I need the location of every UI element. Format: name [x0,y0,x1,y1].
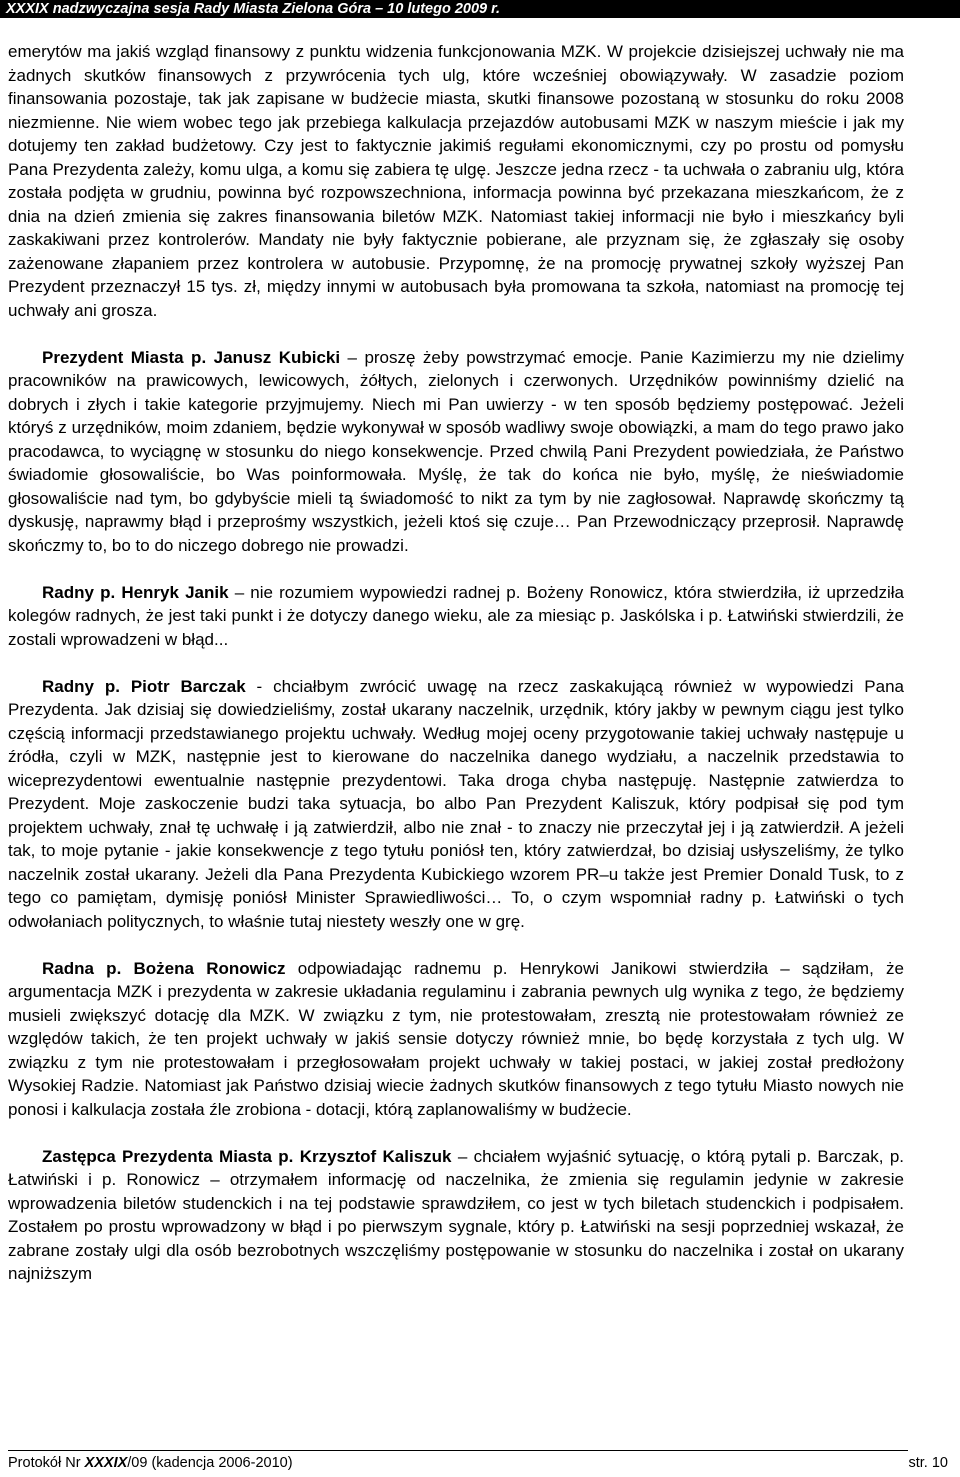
paragraph-text: odpowiadając radnemu p. Henrykowi Janikowi stwierdziła – sądziłam, że argumentacja MZK i prezydenta w zakresie układania regulaminu i zabrania pewnych ulg wynika z tego, że będziemy musieli zwiększyć dotację dla MZK. W związku z tym, nie protestowałam, zresztą nie protestowałam również ze względów takich, że ten projekt uchwały w jakiś sensie dotyczy również mnie, bo będę korzystała z tych ulg. W związku z tym nie protestowałam i przegłosowałam projekt uchwały w takiej postaci, w jakiej został predłożony Wysokiej Radzie. Natomiast jak Państwo dzisiaj wiecie żadnych skutków finansowych z tego tytułu Miasto nowych nie ponosi i kalkulacja została źle zrobiona - dotacji, którą zaplanowaliśmy w budżecie. [8,958,904,1119]
header-title: XXXIX nadzwyczajna sesja Rady Miasta Zielona Góra – 10 lutego 2009 r. [6,1,501,17]
document-body [8,40,904,1309]
footer-protocol-label: Protokół Nr XXXIX/09 (kadencja 2006-2010) [8,1455,293,1471]
running-header [0,0,960,18]
paragraph-barczak [8,675,904,934]
page-footer [8,1450,948,1473]
paragraph-kubicki [8,346,904,558]
speaker-name: Radna p. Bożena Ronowicz [42,958,286,978]
paragraph-text: – chciałem wyjaśnić sytuację, o którą pytali p. Barczak, p. Łatwiński i p. Ronowicz – otrzymałem informację od naczelnika, że zmienia się regulamin jedynie w zakresie wprowadzenia biletów studenckich i na tej podstawie sprawdziłem, co jest w tych biletach studenckich i podpisałem. Zostałem po prostu wprowadzony w błąd i po pierwszym sygnale, który p. Łatwiński na sesji poprzedniej wskazał, że zabrane zostały ulgi dla osób bezrobotnych wszczęliśmy postępowanie w stosunku do naczelnika i został on ukarany najniższym [8,1146,904,1283]
speaker-name: Prezydent Miasta p. Janusz Kubicki [42,347,341,367]
paragraph-text: – nie rozumiem wypowiedzi radnej p. Bożeny Ronowicz, która stwierdziła, iż uprzedziła kolegów radnych, że jest taki punkt i że dotyczy danego wieku, ale za miesiąc p. Jaskólska i p. Łatwiński stwierdzili, że zostali wprowadzeni w błąd... [8,582,904,649]
page-number: str. 10 [908,1455,948,1471]
speaker-name: Radny p. Henryk Janik [42,582,229,602]
paragraph-kaliszuk [8,1145,904,1286]
paragraph-text: – proszę żeby powstrzymać emocje. Panie Kazimierzu my nie dzielimy pracowników na prawicowych, lewicowych, żółtych, zielonych i czerwonych. Urzędników powinniśmy dzielić na dobrych i złych i takie kategorie przyjmujemy. Niech mi Pan uwierzy - w ten sposób będziemy postępować. Jeżeli któryś z urzędników, moim zdaniem, będzie wykonywał w sposób wadliwy swoje obowiązki, a mam do tego prawo jako pracodawca, to wyciągnę w stosunku do niego konsekwencje. Przed chwilą Pani Prezydent powiedziała, że Państwo świadomie głosowaliście, bo Was poinformowała. Myślę, że tak do końca nie było, myślę, że nieświadomie głosowaliście nad tym, bo gdybyście mieli tą świadomość to nikt za tym by nie zagłosował. Naprawdę skończmy tą dyskusję, naprawmy błąd i przeprośmy wszystkich, jeżeli ktoś się czuje… Pan Przewodniczący przeprosił. Naprawdę skończmy to, bo to do niczego dobrego nie prowadzi. [8,347,904,555]
speaker-name: Radny p. Piotr Barczak [42,676,246,696]
paragraph-text: emerytów ma jakiś wzgląd finansowy z punktu widzenia funkcjonowania MZK. W projekcie dzisiejszej uchwały nie ma żadnych skutków finansowych z przywrócenia tych ulg, które wcześniej obowiązywały. W zasadzie poziom finansowania pozostaje, tak jak zapisane w budżecie miasta, skutki finansowe pozostaną w stosunku do roku 2008 niezmienne. Nie wiem wobec tego jak przebiega kalkulacja przejazdów autobusami MZK w naszym mieście i jak my dotujemy ten zakład budżetowy. Czy jest to faktycznie jakimiś regułami ekonomicznymi, czy po prostu od pomysłu Pana Prezydenta zależy, komu ulga, a komu się zabiera tę ulgę. Jeszcze jedna rzecz - ta uchwała o zabraniu ulg, która została podjęta w grudniu, powinna być rozpowszechniona, informacja powinna być przekazana mieszkańcom, że z dnia na dzień zmienia się zakres finansowania biletów MZK. Natomiast takiej informacji nie było i mieszkańcy byli zaskakiwani przez kontrolerów. Mandaty nie były faktycznie pobierane, ale przyznam się, że zgłaszały się osoby zażenowane złapaniem przez kontrolera w autobusie. Przypomnę, że na promocję prywatnej szkoły wyższej Pan Prezydent przeznaczył 15 tys. zł, między innymi w autobusach była promowana ta szkoła, natomiast na promocję tej uchwały ani grosza. [8,42,904,320]
speaker-name: Zastępca Prezydenta Miasta p. Krzysztof Kaliszuk [42,1146,452,1166]
paragraph-continuation [8,40,904,322]
paragraph-text: - chciałbym zwrócić uwagę na rzecz zaskakującą również w wypowiedzi Pana Prezydenta. Jak dzisiaj się dowiedzieliśmy, został ukarany naczelnik, urzędnik, który jakby w pewnym ciągu jest tylko częścią informacji przedstawianego projektu uchwały. Według mojej oceny przygotowanie takiej uchwały następuje u źródła, czyli w MZK, następnie jest to kierowane do naczelnika danego wydziału, a naczelnik przedstawia to wiceprezydentowi ewentualnie następnie prezydentowi. Taka droga chyba następuję. Następnie zatwierdza to Prezydent. Moje zaskoczenie budzi taka sytuacja, bo albo Pan Prezydent Kaliszuk, który podpisał się pod tym projektem uchwały, znał tę uchwałę i ją zatwierdził, albo nie znał - to znaczy nie przeczytał jej i ją zatwierdził. A jeżeli tak, to moje pytanie - jakie konsekwencje z tego tytułu poniósł ten, który zatwierdzał, bo dzisiaj usłyszeliśmy, że tylko naczelnik został ukarany. Jeżeli dla Pana Prezydenta Kubickiego wzorem PR–u także jest Premier Donald Tusk, to z tego co pamiętam, dymisję poniósł Minister Sprawiedliwości… To, o czym wspomniał radny p. Łatwiński o tych odwołaniach politycznych, to właśnie tutaj niestety weszły one w grę. [8,676,904,931]
paragraph-ronowicz [8,957,904,1122]
paragraph-janik [8,581,904,652]
